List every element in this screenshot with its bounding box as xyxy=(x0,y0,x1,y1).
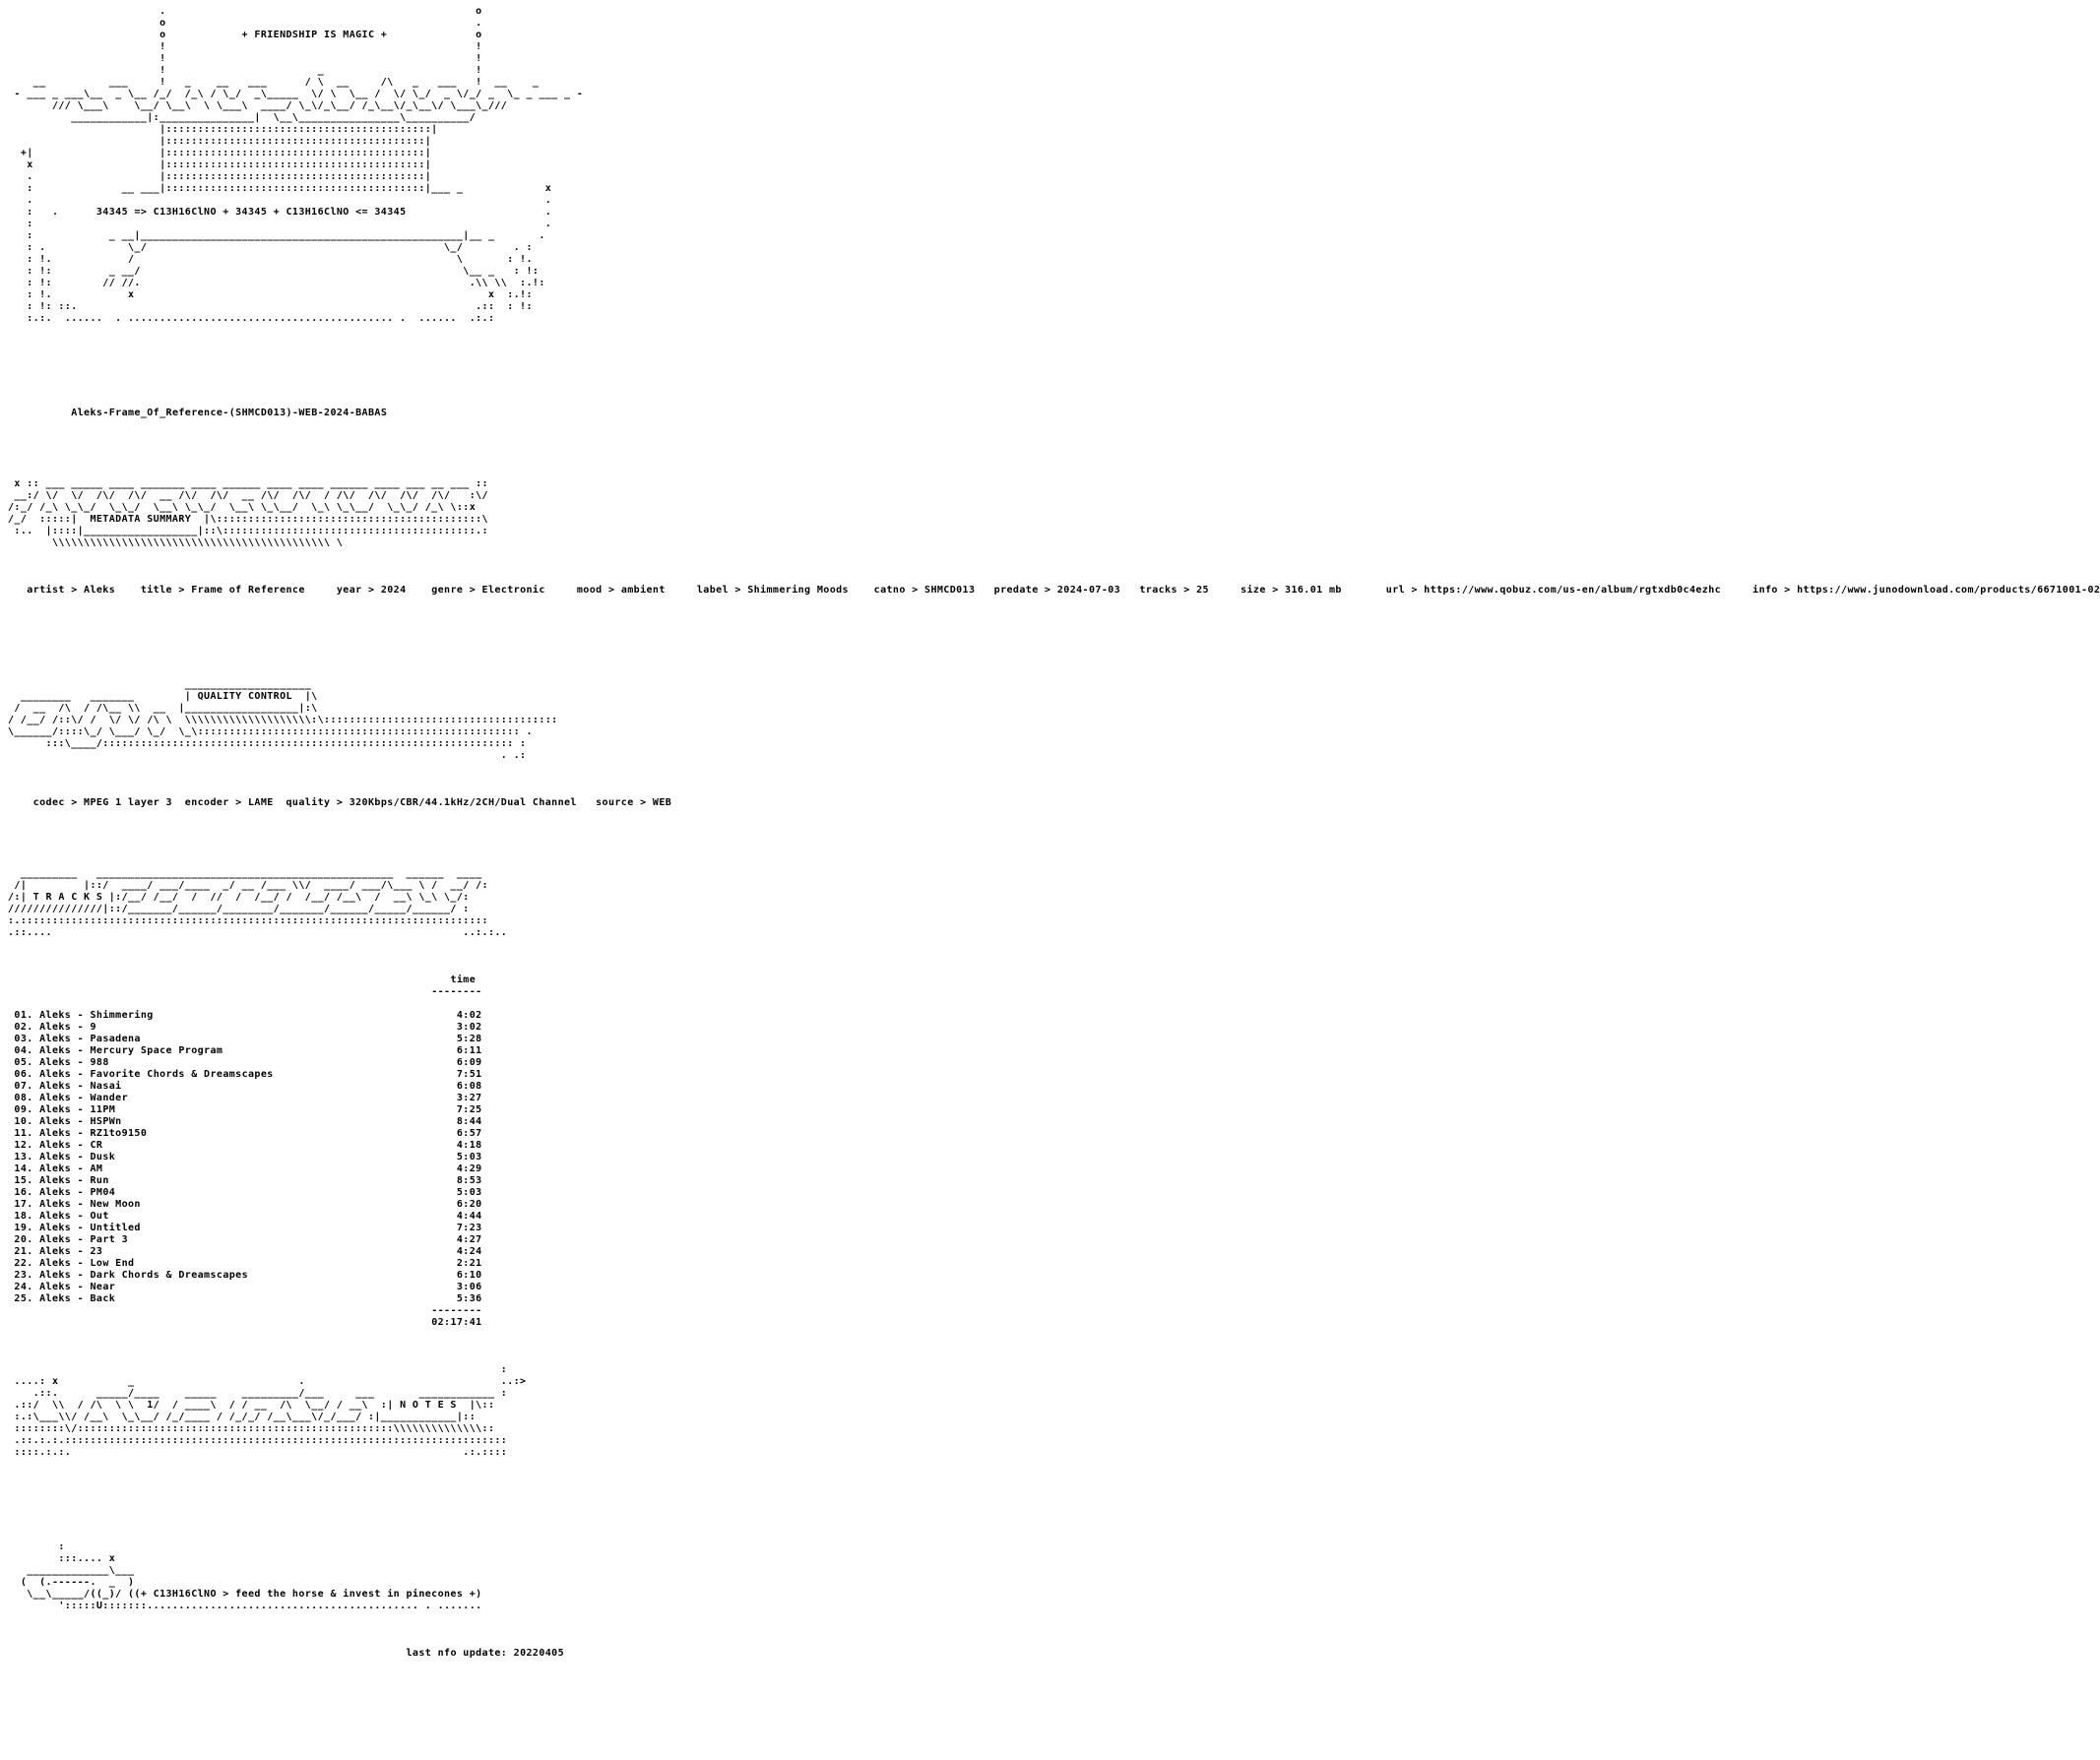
track-artist: Aleks xyxy=(39,1093,72,1103)
track-row: 17. Aleks - New Moon 6:20 xyxy=(14,1199,482,1210)
release-dirname xyxy=(8,408,634,419)
track-artist: Aleks xyxy=(39,1187,72,1198)
metadata-line: artist > Aleks xyxy=(8,585,116,596)
track-time: 8:44 xyxy=(456,1116,482,1127)
track-row: 14. Aleks - AM 4:29 xyxy=(14,1163,482,1174)
tracks-total xyxy=(8,1317,634,1329)
track-time: 4:44 xyxy=(456,1211,482,1222)
track-artist: Aleks xyxy=(39,1022,72,1033)
track-title: PM04 xyxy=(90,1187,116,1198)
track-time: 7:25 xyxy=(456,1104,482,1115)
track-row: 05. Aleks - 988 6:09 xyxy=(14,1057,482,1068)
track-row: 16. Aleks - PM04 5:03 xyxy=(14,1187,482,1198)
track-title: Nasai xyxy=(90,1081,122,1092)
footer-horse-art: : :::.... x _____________\___ ( (.------. _ ) \__\_____/((_)/ ((+ C13H16ClNO > feed the horse & invest in pinecones +) ':::::U:::::::........................................... . ....... xyxy=(20,1541,482,1611)
track-artist: Aleks xyxy=(39,1128,72,1139)
spacer xyxy=(8,431,634,443)
track-number: 11. xyxy=(14,1128,33,1139)
track-number: 23. xyxy=(14,1270,33,1281)
track-row: 09. Aleks - 11PM 7:25 xyxy=(14,1104,482,1115)
track-number: 15. xyxy=(14,1175,33,1186)
tracks-rule xyxy=(8,986,634,998)
track-row: 08. Aleks - Wander 3:27 xyxy=(14,1093,482,1103)
track-row: 02. Aleks - 9 3:02 xyxy=(14,1022,482,1033)
track-artist: Aleks xyxy=(39,1034,72,1044)
time-column-label: time xyxy=(450,974,477,985)
track-title: HSPWn xyxy=(90,1116,122,1127)
track-title: Wander xyxy=(90,1093,129,1103)
track-title: 9 xyxy=(90,1022,96,1033)
metadata-line: title > Frame of Reference xyxy=(115,585,305,596)
track-row: 18. Aleks - Out 4:44 xyxy=(14,1211,482,1222)
track-row: 23. Aleks - Dark Chords & Dreamscapes 6:10 xyxy=(14,1270,482,1281)
spacer xyxy=(8,1494,634,1506)
track-artist: Aleks xyxy=(39,1081,72,1092)
metadata-list xyxy=(8,585,2100,597)
rule-line: -------- xyxy=(431,1305,482,1316)
track-row: 13. Aleks - Dusk 5:03 xyxy=(14,1152,482,1163)
spacer xyxy=(8,561,634,573)
track-row: 01. Aleks - Shimmering 4:02 xyxy=(14,1010,482,1021)
track-number: 14. xyxy=(14,1163,33,1174)
track-title: RZ1to9150 xyxy=(90,1128,148,1139)
tracks-time-header xyxy=(8,974,634,986)
track-row: 15. Aleks - Run 8:53 xyxy=(14,1175,482,1186)
spacer xyxy=(8,845,634,856)
track-row: 22. Aleks - Low End 2:21 xyxy=(14,1258,482,1269)
spacer xyxy=(8,1471,634,1482)
spacer xyxy=(8,384,634,396)
quality-list xyxy=(8,797,672,809)
track-artist: Aleks xyxy=(39,1057,72,1068)
track-number: 17. xyxy=(14,1199,33,1210)
metadata-line: catno > SHMCD013 xyxy=(848,585,976,596)
track-title: Favorite Chords & Dreamscapes xyxy=(90,1069,274,1080)
track-number: 03. xyxy=(14,1034,33,1044)
metadata-line: predate > 2024-07-03 xyxy=(981,585,1121,596)
spacer xyxy=(8,1341,634,1352)
track-time: 7:51 xyxy=(456,1069,482,1080)
track-title: Pasadena xyxy=(90,1034,141,1044)
track-time: 4:27 xyxy=(456,1234,482,1245)
track-number: 24. xyxy=(14,1282,33,1292)
track-title: Part 3 xyxy=(90,1234,129,1245)
track-artist: Aleks xyxy=(39,1282,72,1292)
tracks-banner: _________ _______________________________________________ ______ ____ /| |::/ ____/ ___/____ _/ __ /___ \\/ ____/ ___/\___ \ / __/ /: /:| T R A C K S |:/__/ /__/ / // / /__/ / /__/ /__\ / __\ \_\ \_/: ///////////////|::/_______/______/________/_______/______/_____/______/ : :.:::::::::::::::::::::::::::::::::::::::::::::::::::::::::::::::::::::::::: .::.... ..:.:.. xyxy=(8,868,508,938)
track-number: 09. xyxy=(14,1104,33,1115)
track-time: 4:02 xyxy=(456,1010,482,1021)
track-row: 25. Aleks - Back 5:36 xyxy=(14,1293,482,1304)
quality-line: encoder > LAME xyxy=(171,797,274,808)
track-time: 4:29 xyxy=(456,1163,482,1174)
track-time: 6:09 xyxy=(456,1057,482,1068)
metadata-line: genre > Electronic xyxy=(406,585,545,596)
spacer xyxy=(8,774,634,786)
track-artist: Aleks xyxy=(39,1293,72,1304)
track-artist: Aleks xyxy=(39,1104,72,1115)
track-artist: Aleks xyxy=(39,1246,72,1257)
track-number: 18. xyxy=(14,1211,33,1222)
notes-banner: : ....: x _ . ..:> .::. _____/____ _____ _________/___ ___ ____________ : .::/ \\ / /\ \ \ 1/ / ____\ / / __ /\ \__/ / __\ :| N O T E S |\:: :.:\___\\/ /__\ \_\__/ /_/____ / /_/_/ /__\___\/_/___/ :|____________|:: ::::::::\/::::::::::::::::::::::::::::::::::::::::::::::::::\\\\\\\\\\\\\\:: .::.:.:.:::::::::::::::::::::::::::::::::::::::::::::::::::::::::::::::::::::: ::::.:.:. .:.:::: xyxy=(14,1364,527,1458)
track-time: 2:21 xyxy=(456,1258,482,1269)
track-artist: Aleks xyxy=(39,1069,72,1080)
track-artist: Aleks xyxy=(39,1163,72,1174)
track-artist: Aleks xyxy=(39,1211,72,1222)
metadata-line: mood > ambient xyxy=(544,585,666,596)
spacer xyxy=(8,656,634,667)
spacer xyxy=(8,1518,634,1530)
track-title: CR xyxy=(90,1140,103,1151)
track-row: 06. Aleks - Favorite Chords & Dreamscapes 7:51 xyxy=(14,1069,482,1080)
track-time: 5:03 xyxy=(456,1187,482,1198)
last-update xyxy=(8,1648,634,1660)
track-artist: Aleks xyxy=(39,1045,72,1056)
nfo-document xyxy=(8,6,2100,1660)
track-title: New Moon xyxy=(90,1199,141,1210)
track-number: 25. xyxy=(14,1293,33,1304)
track-artist: Aleks xyxy=(39,1223,72,1233)
track-number: 02. xyxy=(14,1022,33,1033)
track-number: 05. xyxy=(14,1057,33,1068)
track-title: Back xyxy=(90,1293,116,1304)
total-time: 02:17:41 xyxy=(431,1317,482,1328)
track-title: Mercury Space Program xyxy=(90,1045,223,1056)
rule-line: -------- xyxy=(431,986,482,997)
last-update-text: last nfo update: 20220405 xyxy=(406,1648,565,1659)
track-number: 01. xyxy=(14,1010,33,1021)
track-row: 19. Aleks - Untitled 7:23 xyxy=(14,1223,482,1233)
track-row: 12. Aleks - CR 4:18 xyxy=(14,1140,482,1151)
track-title: 23 xyxy=(90,1246,103,1257)
track-artist: Aleks xyxy=(39,1152,72,1163)
release-dirname-text: Aleks-Frame_Of_Reference-(SHMCD013)-WEB-2024-BABAS xyxy=(71,408,388,418)
track-time: 6:08 xyxy=(456,1081,482,1092)
spacer xyxy=(8,632,634,644)
track-artist: Aleks xyxy=(39,1234,72,1245)
track-artist: Aleks xyxy=(39,1010,72,1021)
tracks-blank xyxy=(8,998,634,1010)
track-title: Low End xyxy=(90,1258,135,1269)
track-time: 6:57 xyxy=(456,1128,482,1139)
track-number: 06. xyxy=(14,1069,33,1080)
track-number: 21. xyxy=(14,1246,33,1257)
track-time: 4:24 xyxy=(456,1246,482,1257)
track-title: Near xyxy=(90,1282,116,1292)
track-title: Run xyxy=(90,1175,109,1186)
metadata-line: size > 316.01 mb xyxy=(1208,585,1342,596)
track-number: 04. xyxy=(14,1045,33,1056)
quality-line: source > WEB xyxy=(576,797,672,808)
track-time: 6:11 xyxy=(456,1045,482,1056)
track-number: 07. xyxy=(14,1081,33,1092)
track-time: 5:36 xyxy=(456,1293,482,1304)
track-number: 19. xyxy=(14,1223,33,1233)
track-number: 13. xyxy=(14,1152,33,1163)
track-row: 21. Aleks - 23 4:24 xyxy=(14,1246,482,1257)
tracks-rule xyxy=(8,1305,634,1317)
track-row: 24. Aleks - Near 3:06 xyxy=(14,1282,482,1292)
spacer xyxy=(8,360,634,372)
metadata-line: url > https://www.qobuz.com/us-en/album/rgtxdb0c4ezhc xyxy=(1348,585,1722,596)
track-title: Out xyxy=(90,1211,109,1222)
metadata-line: year > 2024 xyxy=(304,585,407,596)
track-artist: Aleks xyxy=(39,1199,72,1210)
metadata-line: label > Shimmering Moods xyxy=(671,585,849,596)
spacer xyxy=(8,608,634,620)
track-title: AM xyxy=(90,1163,103,1174)
track-time: 3:06 xyxy=(456,1282,482,1292)
track-row: 03. Aleks - Pasadena 5:28 xyxy=(14,1034,482,1044)
track-number: 12. xyxy=(14,1140,33,1151)
track-number: 10. xyxy=(14,1116,33,1127)
spacer xyxy=(8,337,634,348)
spacer xyxy=(8,821,634,833)
spacer xyxy=(8,951,634,963)
track-row: 04. Aleks - Mercury Space Program 6:11 xyxy=(14,1045,482,1056)
track-artist: Aleks xyxy=(39,1270,72,1281)
quality-line: quality > 320Kbps/CBR/44.1kHz/2CH/Dual Channel xyxy=(273,797,577,808)
track-title: Dark Chords & Dreamscapes xyxy=(90,1270,248,1281)
track-artist: Aleks xyxy=(39,1175,72,1186)
track-title: 988 xyxy=(90,1057,109,1068)
track-title: 11PM xyxy=(90,1104,116,1115)
track-number: 22. xyxy=(14,1258,33,1269)
track-artist: Aleks xyxy=(39,1140,72,1151)
track-row: 11. Aleks - RZ1to9150 6:57 xyxy=(14,1128,482,1139)
metadata-line: info > https://www.junodownload.com/products/6671001-02 xyxy=(1721,585,2100,596)
track-artist: Aleks xyxy=(39,1258,72,1269)
track-time: 6:20 xyxy=(456,1199,482,1210)
track-row: 10. Aleks - HSPWn 8:44 xyxy=(14,1116,482,1127)
track-time: 3:02 xyxy=(456,1022,482,1033)
track-number: 08. xyxy=(14,1093,33,1103)
track-time: 5:03 xyxy=(456,1152,482,1163)
metadata-line: tracks > 25 xyxy=(1120,585,1209,596)
tracklist xyxy=(8,974,634,1329)
track-number: 16. xyxy=(14,1187,33,1198)
track-time: 7:23 xyxy=(456,1223,482,1233)
track-time: 4:18 xyxy=(456,1140,482,1151)
spacer xyxy=(8,1624,634,1636)
friendship-banner-art: . o o . o + FRIENDSHIP IS MAGIC + o ! ! ! ! ! _ ! __ ___ ! _ __ ___ / \ __ /\ _ ___ ! __ _ - ___ _ ___\__ _ \__ /_/ /_\ / \_/ _\_____ \/ \ \__ / \/ \_/ _ \/_/ _ \_ _ ___ _ - /// \___\ \__/ \__\ \ \___\ ____/ \_\/_\__/ /_\__\/_\__\/ \___\_/// ____________|:_______________| \__\________________\__________/ |::::::::::::::::::::::::::::::::::::::::::| |:::::::::::::::::::::::::::::::::::::::::| +| |:::::::::::::::::::::::::::::::::::::::::| x |:::::::::::::::::::::::::::::::::::::::::| . |:::::::::::::::::::::::::::::::::::::::::| : __ ___|:::::::::::::::::::::::::::::::::::::::::|___ _ x . . : . 34345 => C13H16ClNO + 34345 + C13H16ClNO <= 34345 . : . : _ __|___________________________________________________|__ _ . : . \_/ \_/ . : : !. / \ : !. : !: _ __/ \__ _ : !: : !: // //. .\\ \\ :.!: : !. x x :.!: : !: ::. .:: : !: :.:. ...... . .......................................... . ...... .:.: xyxy=(14,6,584,324)
track-time: 3:27 xyxy=(456,1093,482,1103)
track-time: 5:28 xyxy=(456,1034,482,1044)
track-row: 07. Aleks - Nasai 6:08 xyxy=(14,1081,482,1092)
spacer xyxy=(8,455,634,467)
track-time: 6:10 xyxy=(456,1270,482,1281)
track-time: 8:53 xyxy=(456,1175,482,1186)
track-row: 20. Aleks - Part 3 4:27 xyxy=(14,1234,482,1245)
metadata-summary-banner: x :: ___ _____ ____ _______ ____ ______ ____ ____ ______ ____ ___ __ ___ :: __:/ \/ \/ /\/ /\/ __ /\/ /\/ __ /\/ /\/ / /\/ /\/ /\/ /\/ :\/ /:_/ /_\ \_\_/ \_\_/ \__\ \_\_/ \__\ \_\__/ \_\ \_\__/ \_\_/ /_\ \::x /_/ :::::| METADATA SUMMARY |\::::::::::::::::::::::::::::::::::::::::::\ :.. |::::|__________________|::\::::::::::::::::::::::::::::::::::::::::.: \\\\\\\\\\\\\\\\\\\\\\\\\\\\\\\\\\\\\\\\\\\\ \ xyxy=(8,478,488,548)
track-title: Untitled xyxy=(90,1223,141,1233)
quality-control-banner: ____________________ ________ _______ | QUALITY CONTROL |\ / __ /\ / /\__ \\ __ |__________________|:\ / /__/ /::\/ / \/ \/ /\ \ \\\\\\\\\\\\\\\\\\\\:\::::::::::::::::::::::::::::::::::::: \______/::::\_/ \___/ \_/ \_\::::::::::::::::::::::::::::::::::::::::::::::::::: . :::\____/::::::::::::::::::::::::::::::::::::::::::::::::::::::::::::::::: : . .: xyxy=(8,679,558,761)
track-artist: Aleks xyxy=(39,1116,72,1127)
track-title: Dusk xyxy=(90,1152,116,1163)
track-number: 20. xyxy=(14,1234,33,1245)
track-title: Shimmering xyxy=(90,1010,154,1021)
quality-line: codec > MPEG 1 layer 3 xyxy=(8,797,172,808)
